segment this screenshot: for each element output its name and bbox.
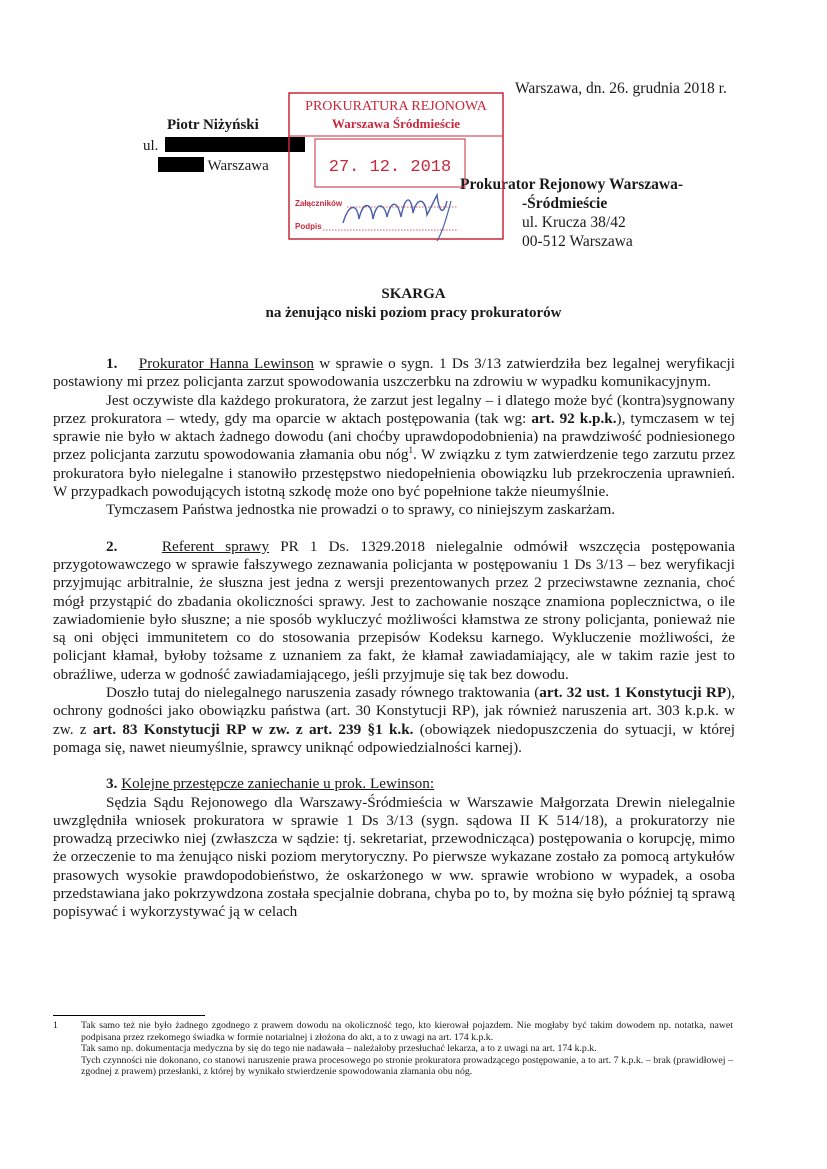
recipient-line-4: 00-512 Warszawa	[522, 233, 633, 250]
footnote-number: 1	[53, 1020, 58, 1031]
sender-street	[143, 137, 305, 155]
stamp-date: 27. 12. 2018	[328, 158, 452, 177]
redaction-bar-postcode	[158, 157, 204, 172]
section-2-ref-art83: art. 83 Konstytucji RP w zw. z art. 239 §1 k.k.	[92, 720, 414, 738]
section-2-number: 2.	[106, 537, 118, 555]
title-sub: na żenująco niski poziom pracy prokuratorów	[265, 305, 562, 321]
footnote-separator	[53, 1015, 205, 1016]
section-2-para-2	[53, 684, 735, 757]
section-2-text-2e: (obowiązek niedopuszczenia do sytuacji, w której pomaga się, nawet nieumyślnie, sprawcy uniknąć odpowiedzialności karnej).	[53, 720, 735, 756]
section-3-number: 3.	[106, 775, 118, 793]
sender-name: Piotr Niżyński	[167, 117, 259, 133]
section-2-para-1	[53, 538, 735, 684]
section-2-text-2c: ), ochrony godności jako obowiązku państwa (art. 30 Konstytucji RP), jak również naruszenia art. 303 k.p.k. w zw. z	[53, 684, 735, 738]
footnote-text	[81, 1020, 733, 1078]
section-1-lead: Prokurator Hanna Lewinson	[138, 355, 314, 372]
document-title	[0, 285, 827, 323]
section-1-ref-art92: art. 92 k.p.k.	[531, 409, 617, 427]
handwritten-signature-icon	[343, 195, 447, 223]
section-2-lead: Referent sprawy	[161, 537, 270, 555]
footnote-line-1: Tak samo też nie było żadnego zgodnego z prawem dowodu na okoliczność tego, kto kierował pojazdem. Nie mogłaby być takim dowodem np. notatka, nawet podpisana przez rzekomego świadka w formie notarialnej i złożona do akt, a to z uwagi na art. 174 k.p.k.	[81, 1020, 733, 1043]
footnote-ref-1: 1	[408, 445, 413, 456]
section-3-lead: Kolejne przestępcze zaniechanie u prok. Lewinson:	[121, 775, 435, 793]
section-1-text-1: w sprawie o sygn. 1 Ds 3/13 zatwierdziła bez legalnej weryfikacji postawiony mi przez policjanta zarzut spowodowania uszczerbku na zdrowiu w wypadku komunikacyjnym.	[53, 355, 735, 391]
sender-city: Warszawa	[207, 158, 269, 174]
footnote-1	[53, 1020, 733, 1078]
stamp-district: Warszawa Śródmieście	[331, 116, 461, 131]
stamp-office: PROKURATURA REJONOWA	[305, 99, 487, 114]
stamp-attachments-label: Załączników	[295, 199, 343, 208]
title-main: SKARGA	[381, 286, 446, 302]
redaction-bar-street	[165, 137, 305, 152]
recipient-line-1: Prokurator Rejonowy Warszawa-	[460, 176, 684, 193]
section-1-text-2a: Jest oczywiste dla każdego prokuratora, że zarzut jest legalny – i dlatego może być (kontra)sygnowany przez prokuratora – wtedy, gdy ma oparcie w aktach postępowania (tak wg:	[53, 391, 735, 427]
section-2-ref-art32: art. 32 ust. 1 Konstytucji RP	[539, 684, 727, 702]
sender-street-prefix: ul.	[143, 138, 159, 154]
section-1-text-2c: ), tymczasem w tej sprawie nie było w aktach żadnego dowodu (ani choćby uprawdopodobnienia) na prawdziwość podniesionego przez policjanta zarzutu spowodowania złamania obu nóg	[53, 409, 735, 464]
section-3-para-1: Sędzia Sądu Rejonowego dla Warszawy-Śródmieścia w Warszawie Małgorzata Drewin nielegalnie uwzględniła wniosek prokuratora w sprawie 1 Ds 3/13 (sygn. sądowa II K 514/18), a prokuratorzy nie prowadzą przeciwko niej (zwłaszcza w sądzie: tj. sekretariat, przewodnicząca) postępowania o korupcję, mimo że orzeczenie to ma żenująco niski poziom merytoryczny. Po pierwsze wykazane zostało za pomocą artykułów prasowych wysokie prawdopodobieństwo, że oskarżonego w ww. sprawie wrobiono w wypadek, a osoba przedstawiana jako pokrzywdzona została specjalnie dobrana, chyba po to, by można się było później tą sprawą popisywać i wykorzystywać ją w celach	[53, 793, 735, 921]
recipient-line-2: -Śródmieście	[522, 195, 608, 212]
section-2-text-2a: Doszło tutaj do nielegalnego naruszenia zasady równego traktowania (	[106, 684, 540, 702]
section-1-para-1	[53, 355, 735, 392]
footnote-line-2: Tak samo np. dokumentacja medyczna by się do tego nie nadawała – należałoby przesłuchać lekarza, a to z uwagi na art. 174 k.p.k.	[81, 1043, 597, 1055]
place-date: Warszawa, dn. 26. grudnia 2018 r.	[515, 80, 727, 97]
footnote-line-3: Tych czynności nie dokonano, co stanowi naruszenie prawa procesowego po stronie prokuratora prowadzącego postępowanie, a to art. 7 k.p.k. – brak (prawidłowej – zgodnej z prawem) przesłanki, z której by wynikało stwierdzenie spowodowania złamania obu nóg.	[81, 1054, 733, 1078]
reception-stamp	[287, 91, 505, 241]
recipient-line-3: ul. Krucza 38/42	[522, 214, 626, 231]
stamp-signature-label: Podpis	[295, 222, 322, 231]
section-1-text-2d: . W związku z tym zatwierdzenie tego zarzutu przez prokuratora było nielegalne i stanowiło przestępstwo niedopełnienia obowiązku lub przekroczenia uprawnień. W przypadkach powodujących istotną szkodę może ono być popełnione także nieumyślnie.	[53, 446, 735, 501]
document-body	[53, 355, 735, 922]
section-2-text-1: PR 1 Ds. 1329.2018 nielegalnie odmówił wszczęcia postępowania przygotowawczego w sprawie fałszywego zeznawania policjanta w postępowaniu 1 Ds 3/13 – bez weryfikacji przyjmując arbitralnie, że słuszna jest jedna z wersji prezentowanych przez 2 przeciwstawne zeznania, choć mógł przystąpić do zbadania okoliczności sprawy. Jest to zachowanie noszące znamiona poplecznictwa, o ile zawiadomienie było słuszne; a nie sposób wykluczyć możliwości kłamstwa ze strony policjanta, ponieważ nie są oni objęci immunitetem co do stosowania przepisów Kodeksu karnego. Wykluczenie możliwości, że policjant kłamał, byłoby tożsame z uznaniem za fakt, że kłamał zawiadamiający, ale w takim razie jest to obraźliwe, uderza w godność zawiadamiającego, jeśli przyjmuje się tak bez dowodu.	[53, 537, 736, 683]
sender-city-line	[158, 157, 269, 175]
section-1-para-2	[53, 392, 735, 502]
section-3-heading	[53, 775, 735, 793]
section-1-number: 1.	[106, 355, 118, 372]
section-1-para-3: Tymczasem Państwa jednostka nie prowadzi o to sprawy, co niniejszym zaskarżam.	[106, 501, 616, 519]
